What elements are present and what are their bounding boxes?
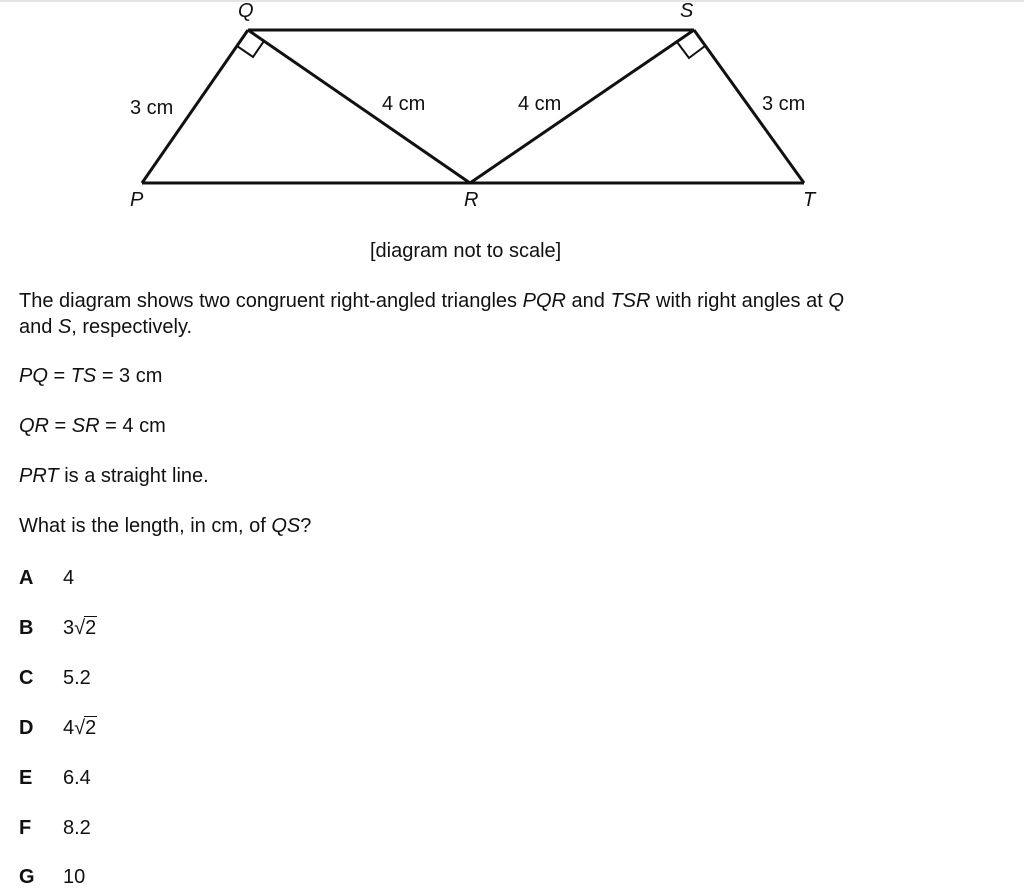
- option-letter: C: [19, 667, 34, 689]
- vertex-label-R: R: [464, 189, 479, 211]
- vertex-label-S: S: [680, 0, 694, 22]
- option-letter: F: [19, 817, 32, 839]
- sqrt-icon: √: [74, 717, 86, 739]
- edge-label-QR: 4 cm: [382, 93, 426, 115]
- diagram-note: [diagram not to scale]: [370, 240, 562, 262]
- option-value: 6.4: [63, 767, 91, 789]
- edge-RS: [470, 30, 694, 183]
- option-value: 10: [63, 866, 86, 888]
- option-value: 3√2: [63, 617, 97, 639]
- vertex-label-P: P: [130, 189, 144, 211]
- edge-label-ST: 3 cm: [762, 93, 806, 115]
- edge-QR: [248, 30, 470, 183]
- option-letter: G: [19, 866, 35, 888]
- option-letter: E: [19, 767, 33, 789]
- edge-label-PQ: 3 cm: [130, 97, 174, 119]
- option-letter: D: [19, 717, 34, 739]
- option-letter: B: [19, 617, 34, 639]
- right-angle-marker-S: [677, 42, 705, 58]
- option-value: 4: [63, 567, 75, 589]
- edge-label-SR: 4 cm: [518, 93, 562, 115]
- question-prompt: What is the length, in cm, of QS?: [19, 515, 312, 537]
- given-prt-line: PRT is a straight line.: [19, 465, 209, 487]
- given-pq-ts: PQ = TS = 3 cm: [19, 365, 163, 387]
- given-qr-sr: QR = SR = 4 cm: [19, 415, 166, 437]
- vertex-label-T: T: [803, 189, 816, 211]
- option-value: 5.2: [63, 667, 91, 689]
- sqrt-icon: √: [74, 617, 86, 639]
- right-angle-marker-Q: [237, 41, 264, 57]
- option-letter: A: [19, 567, 34, 589]
- question-intro: The diagram shows two congruent right-angled triangles PQR and TSR with right angles at Q and S, respectively.: [19, 290, 844, 338]
- option-value: 4√2: [63, 717, 97, 739]
- triangle-diagram: [0, 0, 1024, 230]
- vertex-label-Q: Q: [238, 0, 254, 22]
- option-value: 8.2: [63, 817, 91, 839]
